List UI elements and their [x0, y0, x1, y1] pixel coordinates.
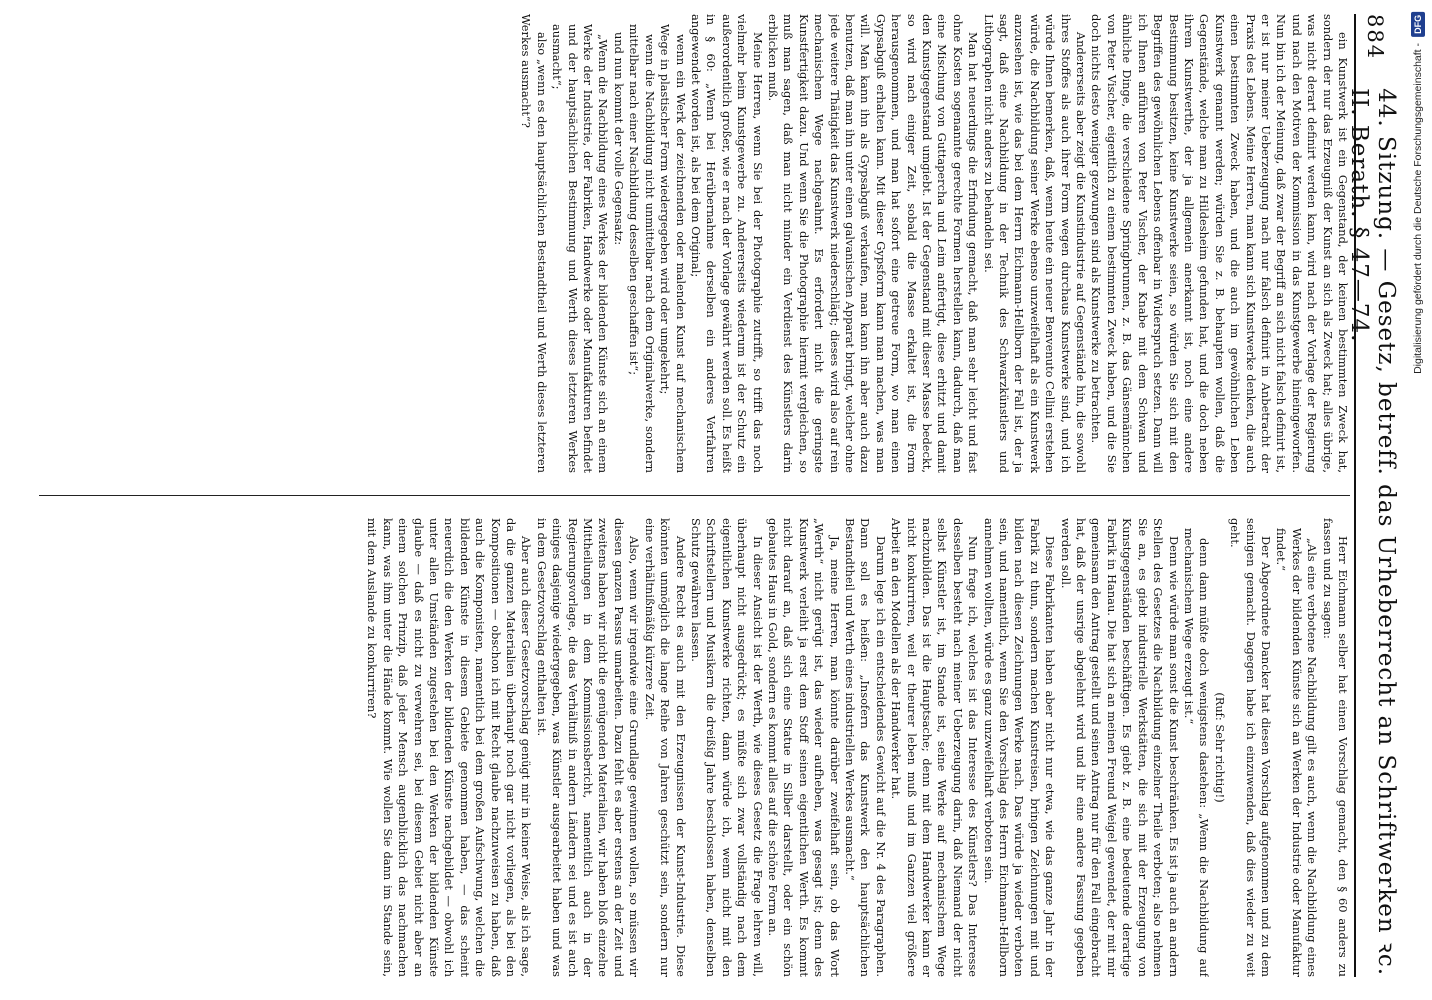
paragraph: „Als eine verbotene Nachbildung gilt es auch, wenn die Nachbildung eines Werkes der bildenden Künste sich an Werken der Industrie oder Manufaktur findet.“ [1274, 528, 1320, 977]
paragraph: denn dann müßte doch wenigstens dastehen: „Wenn die Nachbildung auf mechanischem Wege erzeugt ist.“ [1181, 528, 1212, 977]
text-columns [39, 14, 1350, 977]
page-number: 884 [1363, 14, 1387, 61]
paragraph: In dieser Ansicht ist der Werth, wie dieses Gesetz die Frage lehren will, überhaupt nicht ausgedrückt; es müßte sich zwar vollständig nach dem eigentlichen Kunstwerke richten, dann würde ich, wenn nicht mit den Schriftstellern und Musikern die dreißig Jahre beschlossen haben, denselben Schutz gewähren lassen. [688, 518, 765, 977]
paragraph: wenn die Nachbildung nicht unmittelbar nach dem Originalwerke, sondern mittelbar nach einer Nachbildung desselben geschaffen ist“; [627, 24, 657, 473]
paragraph: Diese Fabrikanten haben aber nicht nur etwa, wie das ganze Jahr in der Fabrik zu thun, sondern machen Kunstreisen, bringen Zeichnungen mit und bilden nach diesen Zeichnungen Werke nach. Das würde ja wieder verboten sein, und namentlich, wenn Sie den Vorschlag des Herrn Eichmann-Hellborn annehmen wollten, würde es ganz unzweifelhaft verboten sein. [981, 518, 1058, 977]
right-column [39, 518, 1350, 977]
paragraph: Denn wie würde man sonst die Kunst beschränken. Es ist ja auch an andern Stellen des Gesetzes die Nachbildung einzelner Theile verboten; also nehmen Sie an, es giebt industrielle Werkstätten, die sich mit der Erzeugung von Kunstgegenständen beschäftigen. Es giebt z. B. eine bedeutende derartige Fabrik in Hanau. Die hat sich an meinen Freund Weigel gewendet, der mit mir gemeinsam den Antrag gestellt und seinen Antrag nur für den Fall eingebracht hat, daß der unsrige abgelehnt wird und ihr eine andere Fassung gegeben werden soll. [1058, 518, 1181, 977]
digitization-credit-bar [1406, 0, 1428, 1000]
paragraph: Meine Herren, wenn Sie bei der Photographie zutrifft, so trifft das noch vielmehr beim Kunstgewerbe zu. Andererseits wiederum ist der Schutz ein außerordentlich großer, wie er nach der Vorlage gewährt werden soll. Es heißt in § 60: „Wenn bei Herübernahme derselben ein anderes Verfahren angewendet worden ist, als bei dem Original; [688, 14, 765, 473]
rotated-page [39, 14, 1399, 977]
paragraph: Also, wenn wir irgendwie eine Grundlage gewinnen wollen, so müssen wir diesen ganzen Passus umarbeiten. Dazu fehlt es aber erstens an der Zeit und zweitens haben wir nicht die genügenden Materialien, wir haben bloß einzelne Mittheilungen in dem Kommissionsbericht, namentlich auch in der Regierungsvorlage, die das Verhältniß in andern Ländern sei und es ist auch einiges dasjenige wiedergegeben, was Künstler ausgearbeitet haben und was in dem Gesetzvorschlag enthalten ist. [534, 518, 642, 977]
paragraph: Nun frage ich, welches ist das Interesse des Künstlers? Das Interesse desselben besteht nach meiner Ueberzeugung darin, daß Niemand der nicht selbst Künstler ist, im Stande ist, seine Werke auf mechanischem Wege nachzubilden. Das ist die Hauptsache; denn mit dem Handwerker kann er nicht konkurriren, weil er theurer leben muß und im Ganzen viel größere Arbeit an den Modellen als der Handwerker hat. [889, 518, 981, 977]
dfg-logo: DFG [1411, 12, 1425, 37]
paragraph: Andererseits aber zeigt die Kunstindustrie auf Gegenstände hin, die sowohl ihres Stoffes als auch ihrer Form wegen durchaus Kunstwerke sind, und ich würde Ihnen bemerken, daß, wenn heute ein neuer Benvenuto Cellini erstehen würde, die Nachbildung seiner Werke ebenso unzweifelhaft als ein Kunstwerk anzusehen ist, wie das bei dem Herrn Eichmann-Hellborn der Fall ist, der ja sagt, daß eine Nachbildung in der Technik des Schwarzkünstlers und Lithographen nicht anders zu behandeln sei. [981, 14, 1089, 473]
paragraph: und nun kommt der volle Gegensatz: [611, 32, 626, 246]
left-column [39, 14, 1350, 473]
paragraph: (Ruf: Sehr richtig!) [1212, 692, 1227, 803]
credit-text: Digitalisierung gefördert durch die Deutsche Forschungsgemeinschaft - [1412, 43, 1424, 374]
paragraph: wenn ein Werk der zeichnenden oder malenden Kunst auf mechanischem Wege in plastischer Form wiedergegeben wird oder umgekehrt; [658, 24, 688, 473]
paragraph: „Wenn die Nachbildung eines Werkes der bildenden Künste sich an einem Werke der Industrie, der Fabriken, Handwerke oder Manufakturen befindet und der hauptsächlichen Bestimmung und Werth dieses letzteren Werkes ausmacht“; [550, 24, 611, 473]
paragraph: Darum lege ich ein entscheidendes Gewicht auf die Nr. 4 des Paragraphen. Dann soll es heißen: „Insofern das Kunstwerk den hauptsächlichen Bestandtheil und Werth eines industriellen Werkes ausmacht.“ [843, 518, 888, 977]
paragraph: also „wenn es den hauptsächlichen Bestandtheil und Werth dieses letzteren Werkes ausmacht“? [519, 14, 549, 473]
paragraph: Der Abgeordnete Dancker hat diesen Vorschlag aufgenommen und zu dem seinigen gemacht. Dagegen habe ich einzuwenden, daß dies wieder zu weit geht. [1228, 518, 1273, 977]
paragraph: Andere Recht es auch mit den Erzeugnissen der Kunst-Industrie. Diese könnten unmöglich die lange Reihe von Jahren geschützt sein, sondern nur eine verhältnißmäßig kürzere Zeit. [642, 518, 688, 977]
paragraph: Ja, meine Herren, man könnte darüber zweifelhaft sein, ob das Wort „Werth“ nicht gerügt ist, das wieder aufheben, was gesagt ist; denn des Kunstwerk verleiht ja erst dem Stoff seinen eigentlichen Werth. Es kommt nicht darauf an, daß sich eine Statue in Silber darstellt, oder ein schön gebautes Haus in Gold, sondern es kommt alles auf die schöne Form an. [765, 518, 842, 977]
paragraph: Aber auch dieser Gesetzvorschlag genügt mir in keiner Weise, als ich sage, da die ganzen Materialien überhaupt noch gar nicht vorliegen, als bei den Kompositionen — obschon ich mit Recht glaube nachzuweisen zu haben, daß auch die Komponisten, namentlich bei dem großen Aufschwung, welchen die bildenden Künste in diesem Gebiete genommen haben, — das scheint neuerdich die den Werken der bildenden Künste nachgebildet — obwohl ich unter allen Umständen zugestehen bei den Werken der bildenden Künste glaube — daß es nicht zu verwehren sei, bei diesem Gebiet nicht aber an einem solchen Prinzip, daß jeder Mensch augenblicklich das nachmachen kann, was ihm unter die Hände kommt. Wie wollen Sie dann im Stande sein, mit dem Auslande zu konkurriren? [365, 518, 534, 977]
page-header [1346, 14, 1399, 977]
paragraph: Man hat neuerdings die Erfindung gemacht, daß man sehr leicht und fast ohne Kosten sogenannte gerechte Formen herstellen kann, dadurch, daß man eine Mischung von Guttapercha und Leim anfertigt, diese erhitzt und damit den Kunstgegenstand umgiebt. Ist der Gegenstand mit dieser Masse bedeckt, so wird nach einiger Zeit, sobald die Masse erkaltet ist, die Form herausgenommen, und man hat sofort eine getreue Form, wo man einen Gypsabguß erhalten kann. Mit dieser Gypsform kann man machen, was man will. Man kann ihn als Gypsabguß verkaufen, man kann ihn aber auch dazu benutzen, daß man ihn unter einen galvanischen Apparat bringt, welcher ohne jede weitere Thätigkeit das Kunstwerk niederschlägt; dieses wird also auf rein mechanischem Wege nachgeahmt. Es erfordert nicht die geringste Kunstfertigkeit dazu. Und wenn Sie die Photographie hiermit vergleichen, so muß man sagen, daß man nicht minder ein Verdienst des Künstlers darin erblicken muß. [765, 14, 981, 473]
column-divider [39, 495, 1350, 496]
paragraph: ein Kunstwerk ist ein Gegenstand, der keinen bestimmten Zweck hat, sondern der nur das Erzeugniß der Kunst an sich als Zweck hat; alles übrige, was nicht derart definirt werden kann, wird nach der Vorlage der Regierung und nach den Motiven der Kommission in das Kunstgewerbe hineingeworfen. Nun bin ich der Meinung, daß zwar der Begriff an sich nicht falsch definirt ist, er ist nur meiner Ueberzeugung nach nur falsch definirt in Anbetracht der Praxis des Lebens. Meine Herren, man kann sich Kunstwerke denken, die auch einen bestimmten Zweck haben, und die auch im gewöhnlichen Leben Kunstwerk genannt werden; würden Sie z. B. behaupten wollen, daß die Gegenstände, welche man zu Hildesheim gefunden hat, und die doch neben ihrem Kunstwerthe, der ja allgemein anerkannt ist, noch eine andere Bestimmung besitzen, keine Kunstwerke seien, so würden Sie sich mit den Begriffen des gewöhnlichen Lebens offenbar in Widerspruch setzen. Dann will ich Ihnen anführen von Peter Vischer, der Knabe mit dem Schwan und ähnliche Dinge, die verschiedene Springbrunnen, z. B. das Gänsemännchen von Peter Vischer, eigentlich zu einem bestimmten Zweck haben, und die Sie doch nichts desto weniger gezwungen sind als Kunstwerke zu betrachten. [1089, 14, 1350, 473]
page-title: 44. Sitzung. — Gesetz, betreff. das Urheberrecht an Schriftwerken ꝛc. II. Berath. § 47—74. [1346, 88, 1399, 977]
paragraph: Herr Eichmann selber hat einen Vorschlag gemacht, den § 60 anders zu fassen und zu sagen: [1320, 518, 1350, 977]
